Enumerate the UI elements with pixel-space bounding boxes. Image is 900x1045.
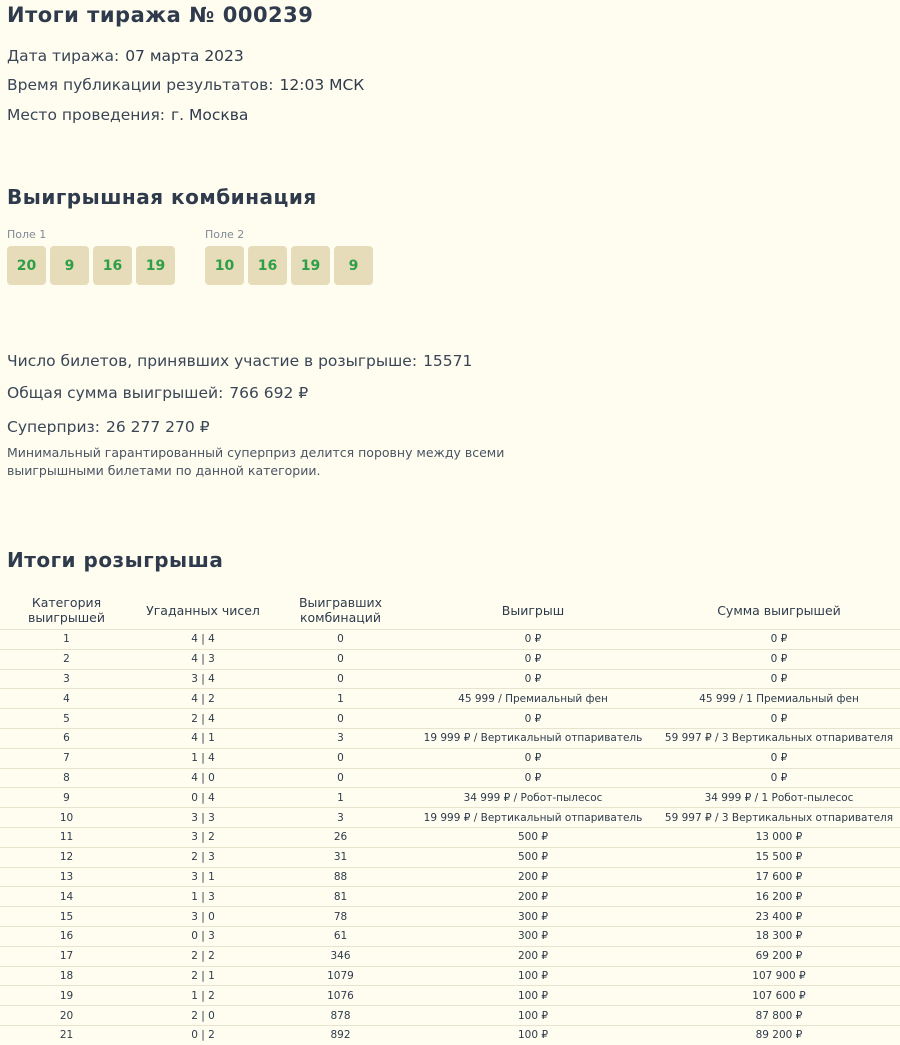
- superprize-value: 26 277 270 ₽: [106, 418, 210, 436]
- cell-guessed: 2 | 3: [133, 847, 273, 867]
- cell-winners: 0: [273, 669, 408, 689]
- total-winnings: [7, 384, 308, 402]
- cell-winners: 0: [273, 709, 408, 729]
- cell-prize: 500 ₽: [408, 827, 658, 847]
- cell-winners: 1: [273, 689, 408, 709]
- table-row: [0, 649, 900, 669]
- results-header-row: [0, 591, 900, 630]
- cell-guessed: 3 | 2: [133, 827, 273, 847]
- total-winnings-value: 766 692 ₽: [229, 384, 309, 402]
- cell-total: 59 997 ₽ / 3 Вертикальных отпаривателя: [658, 728, 900, 748]
- table-row: [0, 709, 900, 729]
- cell-winners: 0: [273, 649, 408, 669]
- cell-winners: 0: [273, 768, 408, 788]
- table-row: [0, 748, 900, 768]
- cell-category: 12: [0, 847, 133, 867]
- cell-category: 8: [0, 768, 133, 788]
- table-row: [0, 907, 900, 927]
- cell-guessed: 3 | 1: [133, 867, 273, 887]
- cell-total: 107 900 ₽: [658, 966, 900, 986]
- cell-winners: 31: [273, 847, 408, 867]
- number-ball: 16: [248, 246, 287, 285]
- cell-total: 0 ₽: [658, 768, 900, 788]
- cell-total: 89 200 ₽: [658, 1025, 900, 1044]
- table-row: [0, 808, 900, 828]
- cell-guessed: 4 | 1: [133, 728, 273, 748]
- cell-winners: 1076: [273, 986, 408, 1006]
- table-row: [0, 986, 900, 1006]
- cell-total: 0 ₽: [658, 709, 900, 729]
- draw-place-value: г. Москва: [171, 106, 249, 124]
- table-row: [0, 689, 900, 709]
- cell-prize: 200 ₽: [408, 867, 658, 887]
- cell-winners: 0: [273, 748, 408, 768]
- cell-total: 18 300 ₽: [658, 926, 900, 946]
- table-row: [0, 788, 900, 808]
- cell-total: 59 997 ₽ / 3 Вертикальных отпаривателя: [658, 808, 900, 828]
- table-row: [0, 768, 900, 788]
- cell-category: 14: [0, 887, 133, 907]
- draw-date-label: Дата тиража:: [7, 47, 120, 65]
- cell-guessed: 1 | 2: [133, 986, 273, 1006]
- cell-category: 1: [0, 630, 133, 650]
- number-ball: 19: [136, 246, 175, 285]
- cell-category: 3: [0, 669, 133, 689]
- number-ball: 10: [205, 246, 244, 285]
- cell-guessed: 3 | 3: [133, 808, 273, 828]
- tickets-count: [7, 352, 472, 370]
- cell-total: 16 200 ₽: [658, 887, 900, 907]
- table-row: [0, 926, 900, 946]
- tickets-count-label: Число билетов, принявших участие в розыгрыше:: [7, 352, 418, 370]
- cell-category: 10: [0, 808, 133, 828]
- cell-category: 15: [0, 907, 133, 927]
- draw-date: [7, 47, 244, 65]
- draw-place: [7, 106, 248, 124]
- table-row: [0, 827, 900, 847]
- table-row: [0, 867, 900, 887]
- cell-total: 69 200 ₽: [658, 946, 900, 966]
- superprize-label: Суперприз:: [7, 418, 101, 436]
- cell-guessed: 3 | 0: [133, 907, 273, 927]
- field-2-balls: [205, 246, 373, 285]
- cell-total: 23 400 ₽: [658, 907, 900, 927]
- cell-prize: 0 ₽: [408, 669, 658, 689]
- cell-prize: 19 999 ₽ / Вертикальный отпариватель: [408, 728, 658, 748]
- cell-guessed: 2 | 4: [133, 709, 273, 729]
- results-table: [0, 591, 900, 1045]
- cell-winners: 892: [273, 1025, 408, 1044]
- cell-winners: 1079: [273, 966, 408, 986]
- table-row: [0, 630, 900, 650]
- cell-prize: 100 ₽: [408, 986, 658, 1006]
- total-winnings-label: Общая сумма выигрышей:: [7, 384, 224, 402]
- cell-total: 107 600 ₽: [658, 986, 900, 1006]
- cell-total: 87 800 ₽: [658, 1006, 900, 1026]
- cell-prize: 500 ₽: [408, 847, 658, 867]
- cell-winners: 3: [273, 728, 408, 748]
- table-row: [0, 966, 900, 986]
- cell-category: 17: [0, 946, 133, 966]
- cell-category: 20: [0, 1006, 133, 1026]
- field-1-balls: [7, 246, 175, 285]
- draw-date-value: 07 марта 2023: [125, 47, 244, 65]
- cell-category: 9: [0, 788, 133, 808]
- cell-prize: 200 ₽: [408, 887, 658, 907]
- cell-winners: 0: [273, 630, 408, 650]
- cell-guessed: 1 | 4: [133, 748, 273, 768]
- header-winners: Выигравших комбинаций: [298, 595, 383, 625]
- cell-guessed: 2 | 2: [133, 946, 273, 966]
- cell-winners: 61: [273, 926, 408, 946]
- cell-category: 13: [0, 867, 133, 887]
- cell-winners: 878: [273, 1006, 408, 1026]
- number-ball: 19: [291, 246, 330, 285]
- cell-category: 5: [0, 709, 133, 729]
- tickets-count-value: 15571: [423, 352, 473, 370]
- cell-category: 2: [0, 649, 133, 669]
- results-title: Итоги розыгрыша: [7, 548, 224, 572]
- cell-winners: 78: [273, 907, 408, 927]
- cell-winners: 88: [273, 867, 408, 887]
- number-ball: 16: [93, 246, 132, 285]
- cell-total: 45 999 / 1 Премиальный фен: [658, 689, 900, 709]
- draw-place-label: Место проведения:: [7, 106, 166, 124]
- cell-total: 34 999 ₽ / 1 Робот-пылесос: [658, 788, 900, 808]
- cell-guessed: 4 | 4: [133, 630, 273, 650]
- cell-total: 0 ₽: [658, 630, 900, 650]
- cell-prize: 45 999 / Премиальный фен: [408, 689, 658, 709]
- cell-guessed: 4 | 3: [133, 649, 273, 669]
- cell-winners: 81: [273, 887, 408, 907]
- cell-winners: 26: [273, 827, 408, 847]
- cell-prize: 19 999 ₽ / Вертикальный отпариватель: [408, 808, 658, 828]
- number-ball: 20: [7, 246, 46, 285]
- superprize-note: Минимальный гарантированный суперприз делится поровну между всеми выигрышными билетами по данной категории.: [7, 445, 505, 478]
- cell-guessed: 4 | 0: [133, 768, 273, 788]
- field-2: [205, 228, 373, 285]
- table-row: [0, 1025, 900, 1044]
- cell-guessed: 4 | 2: [133, 689, 273, 709]
- cell-guessed: 0 | 2: [133, 1025, 273, 1044]
- cell-winners: 346: [273, 946, 408, 966]
- cell-prize: 300 ₽: [408, 926, 658, 946]
- cell-prize: 0 ₽: [408, 709, 658, 729]
- number-ball: 9: [50, 246, 89, 285]
- table-row: [0, 669, 900, 689]
- field-1: [7, 228, 175, 285]
- table-row: [0, 1006, 900, 1026]
- cell-guessed: 3 | 4: [133, 669, 273, 689]
- table-row: [0, 946, 900, 966]
- cell-category: 4: [0, 689, 133, 709]
- table-row: [0, 728, 900, 748]
- cell-total: 17 600 ₽: [658, 867, 900, 887]
- cell-category: 16: [0, 926, 133, 946]
- number-ball: 9: [334, 246, 373, 285]
- header-guessed: Угаданных чисел: [146, 602, 260, 618]
- publish-time-label: Время публикации результатов:: [7, 76, 274, 94]
- cell-category: 7: [0, 748, 133, 768]
- cell-total: 0 ₽: [658, 748, 900, 768]
- header-prize: Выигрыш: [501, 602, 565, 618]
- cell-category: 18: [0, 966, 133, 986]
- page-title: Итоги тиража № 000239: [7, 3, 314, 27]
- cell-guessed: 0 | 4: [133, 788, 273, 808]
- cell-category: 21: [0, 1025, 133, 1044]
- cell-guessed: 2 | 1: [133, 966, 273, 986]
- cell-winners: 1: [273, 788, 408, 808]
- cell-winners: 3: [273, 808, 408, 828]
- cell-prize: 0 ₽: [408, 748, 658, 768]
- results-body: [0, 630, 900, 1045]
- cell-prize: 0 ₽: [408, 768, 658, 788]
- superprize: [7, 418, 210, 436]
- cell-prize: 100 ₽: [408, 1025, 658, 1044]
- header-total: Сумма выигрышей: [717, 602, 841, 618]
- cell-prize: 0 ₽: [408, 649, 658, 669]
- publish-time-value: 12:03 МСК: [279, 76, 365, 94]
- cell-category: 19: [0, 986, 133, 1006]
- cell-prize: 34 999 ₽ / Робот-пылесос: [408, 788, 658, 808]
- header-category: Категория выигрышей: [28, 595, 105, 625]
- table-row: [0, 847, 900, 867]
- cell-prize: 300 ₽: [408, 907, 658, 927]
- field-2-label: Поле 2: [205, 228, 245, 241]
- cell-category: 6: [0, 728, 133, 748]
- cell-total: 0 ₽: [658, 649, 900, 669]
- publish-time: [7, 76, 364, 94]
- combination-title: Выигрышная комбинация: [7, 185, 317, 209]
- cell-total: 15 500 ₽: [658, 847, 900, 867]
- cell-prize: 100 ₽: [408, 966, 658, 986]
- cell-prize: 100 ₽: [408, 1006, 658, 1026]
- field-1-label: Поле 1: [7, 228, 47, 241]
- cell-category: 11: [0, 827, 133, 847]
- cell-guessed: 1 | 3: [133, 887, 273, 907]
- table-row: [0, 887, 900, 907]
- cell-total: 13 000 ₽: [658, 827, 900, 847]
- cell-guessed: 0 | 3: [133, 926, 273, 946]
- cell-guessed: 2 | 0: [133, 1006, 273, 1026]
- cell-total: 0 ₽: [658, 669, 900, 689]
- cell-prize: 200 ₽: [408, 946, 658, 966]
- cell-prize: 0 ₽: [408, 630, 658, 650]
